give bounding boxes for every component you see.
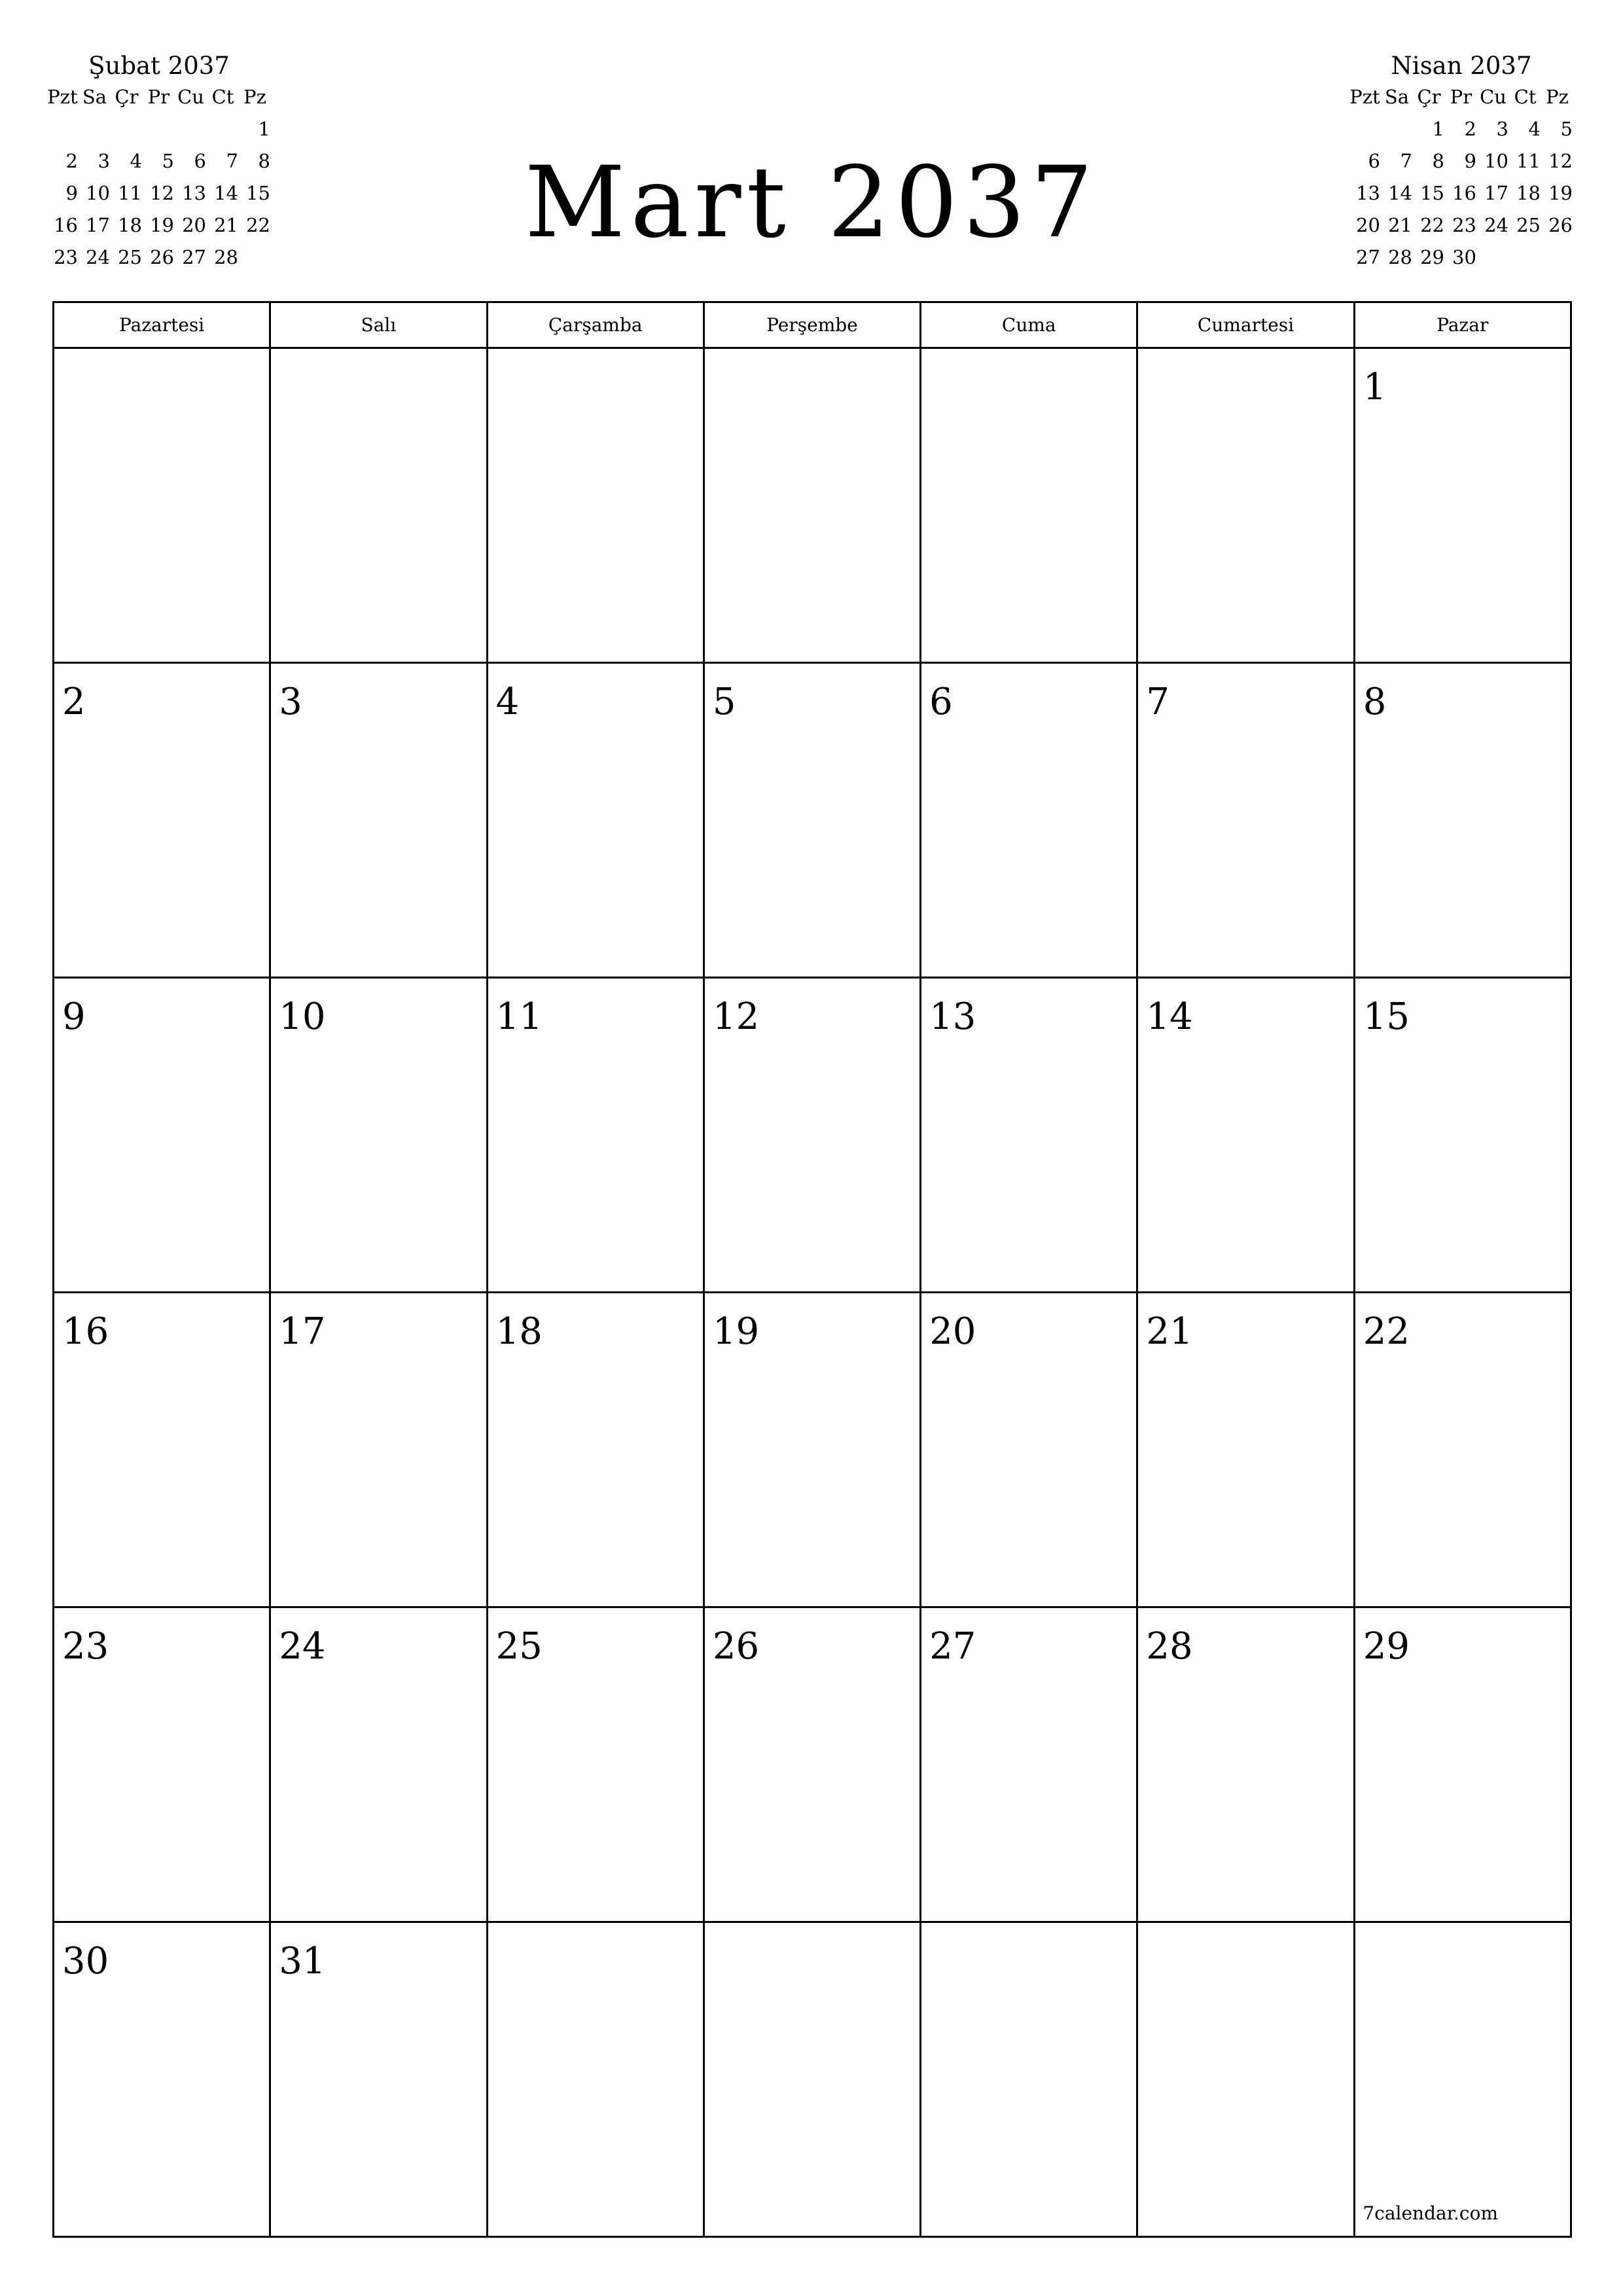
mini-calendar-next-month	[1349, 51, 1573, 274]
day-cell[interactable]	[54, 1293, 270, 1607]
day-cell[interactable]	[921, 978, 1137, 1293]
day-number: 29	[1363, 1625, 1410, 1668]
day-number: 18	[495, 1310, 543, 1353]
mini-day-number: 19	[1548, 182, 1573, 204]
weekday-header: Cumartesi	[1137, 302, 1354, 348]
mini-day-number: 16	[1452, 182, 1476, 204]
mini-day-number: 18	[1516, 182, 1541, 204]
day-number: 15	[1363, 996, 1410, 1038]
mini-weekday-header: Pzt	[47, 86, 78, 108]
day-cell[interactable]	[1354, 348, 1571, 663]
day-cell[interactable]	[487, 1607, 704, 1922]
mini-day-number: 9	[65, 182, 78, 204]
day-cell[interactable]	[54, 663, 270, 978]
mini-weekday-header: Cu	[1480, 86, 1507, 108]
day-number: 31	[279, 1940, 326, 1982]
day-number: 23	[62, 1625, 109, 1668]
day-number: 27	[929, 1625, 976, 1668]
day-number: 4	[495, 681, 520, 723]
day-cell[interactable]	[1137, 1293, 1354, 1607]
day-cell[interactable]	[270, 978, 487, 1293]
mini-day-number: 9	[1464, 150, 1476, 172]
mini-day-number: 14	[214, 182, 238, 204]
day-number: 8	[1363, 681, 1387, 723]
mini-day-number: 3	[98, 150, 110, 172]
mini-day-number: 2	[1464, 118, 1476, 140]
mini-day-number: 25	[1516, 214, 1541, 236]
day-number: 10	[279, 996, 326, 1038]
day-cell[interactable]	[1354, 978, 1571, 1293]
mini-day-number: 22	[1420, 214, 1444, 236]
mini-day-number: 8	[1432, 150, 1444, 172]
mini-day-number: 12	[1548, 150, 1573, 172]
day-number: 21	[1146, 1310, 1193, 1353]
mini-day-number: 4	[130, 150, 142, 172]
day-number	[1138, 1923, 1353, 1940]
day-cell[interactable]	[1354, 1293, 1571, 1607]
mini-day-number	[1542, 242, 1573, 274]
mini-day-number: 8	[258, 150, 270, 172]
mini-day-number: 30	[1452, 246, 1476, 268]
mini-day-number: 2	[65, 150, 78, 172]
day-cell[interactable]	[54, 348, 270, 663]
mini-day-number: 10	[86, 182, 110, 204]
day-number	[705, 1923, 919, 1940]
day-number: 16	[62, 1310, 109, 1353]
day-number: 3	[279, 681, 302, 723]
week-row	[54, 1922, 1571, 2237]
mini-day-number: 28	[1388, 246, 1412, 268]
mini-day-number: 25	[118, 246, 142, 268]
day-cell[interactable]	[704, 978, 920, 1293]
day-number	[921, 1923, 1136, 1940]
mini-weekday-header: Pzt	[1349, 86, 1380, 108]
day-cell[interactable]	[270, 663, 487, 978]
day-number: 9	[62, 996, 86, 1038]
mini-day-number: 1	[258, 118, 270, 140]
day-number: 2	[62, 681, 86, 723]
week-row	[54, 1293, 1571, 1607]
mini-day-number: 11	[118, 182, 142, 204]
day-cell[interactable]	[704, 1293, 920, 1607]
mini-day-number: 23	[1452, 214, 1476, 236]
day-number	[488, 349, 703, 366]
weekday-header: Salı	[270, 302, 487, 348]
day-number: 6	[929, 681, 953, 723]
day-cell[interactable]	[1137, 663, 1354, 978]
page-title: Mart 2037	[524, 146, 1099, 260]
week-row	[54, 978, 1571, 1293]
day-cell[interactable]	[54, 978, 270, 1293]
mini-day-number: 12	[150, 182, 174, 204]
mini-weekday-header: Çr	[1417, 86, 1441, 108]
mini-day-number: 6	[1368, 150, 1380, 172]
weekday-header: Çarşamba	[487, 302, 704, 348]
mini-weekday-header: Sa	[1384, 86, 1410, 108]
week-row	[54, 1607, 1571, 1922]
day-cell[interactable]	[704, 348, 920, 663]
day-cell[interactable]	[1137, 978, 1354, 1293]
mini-day-number: 27	[182, 246, 206, 268]
mini-day-number: 14	[1388, 182, 1412, 204]
day-number: 25	[495, 1625, 543, 1668]
day-number: 17	[279, 1310, 326, 1353]
day-cell[interactable]	[54, 1922, 270, 2237]
day-cell[interactable]	[921, 1607, 1137, 1922]
day-number	[1355, 1923, 1570, 1940]
month-grid	[52, 301, 1572, 2238]
day-number: 7	[1146, 681, 1170, 723]
day-cell[interactable]	[487, 978, 704, 1293]
day-cell[interactable]	[487, 348, 704, 663]
day-number: 12	[712, 996, 760, 1038]
day-cell[interactable]	[270, 1607, 487, 1922]
mini-day-number	[1382, 113, 1412, 145]
mini-day-number	[1478, 242, 1508, 274]
mini-weekday-header: Cu	[177, 86, 204, 108]
mini-day-number: 23	[54, 246, 78, 268]
mini-day-number: 27	[1356, 246, 1380, 268]
day-number: 30	[62, 1940, 109, 1982]
mini-day-number	[1349, 113, 1380, 145]
weekday-header: Perşembe	[704, 302, 920, 348]
mini-weekday-header: Pr	[1450, 86, 1472, 108]
day-number: 19	[712, 1310, 760, 1353]
mini-day-number: 22	[246, 214, 270, 236]
mini-day-number: 29	[1420, 246, 1444, 268]
week-row	[54, 348, 1571, 663]
day-number	[271, 349, 486, 366]
mini-weekday-header: Çr	[115, 86, 139, 108]
weekday-header-row	[54, 302, 1571, 348]
mini-calendar-grid	[1349, 81, 1573, 274]
mini-weekday-header: Ct	[1514, 86, 1537, 108]
mini-day-number: 5	[1560, 118, 1573, 140]
mini-weekday-header: Pr	[147, 86, 170, 108]
day-number: 24	[279, 1625, 326, 1668]
day-number	[921, 349, 1136, 366]
mini-day-number: 10	[1484, 150, 1508, 172]
mini-day-number: 5	[162, 150, 174, 172]
day-number	[54, 349, 269, 366]
day-cell[interactable]	[921, 348, 1137, 663]
day-cell[interactable]	[270, 1922, 487, 2237]
day-cell[interactable]	[1137, 1922, 1354, 2237]
credit-text: 7calendar.com	[1363, 2202, 1498, 2224]
mini-day-number: 28	[214, 246, 238, 268]
mini-day-number: 1	[1432, 118, 1444, 140]
day-cell[interactable]	[1354, 663, 1571, 978]
mini-day-number: 26	[150, 246, 174, 268]
day-number	[1138, 349, 1353, 366]
mini-day-number: 20	[1356, 214, 1380, 236]
mini-day-number: 6	[194, 150, 206, 172]
mini-weekday-header: Ct	[211, 86, 234, 108]
mini-day-number: 4	[1528, 118, 1541, 140]
day-cell[interactable]	[1137, 1607, 1354, 1922]
mini-day-number	[1510, 242, 1541, 274]
day-cell[interactable]	[1137, 348, 1354, 663]
weekday-header: Pazar	[1354, 302, 1571, 348]
mini-day-number: 19	[150, 214, 174, 236]
mini-day-number: 3	[1496, 118, 1508, 140]
mini-calendar-title: Şubat 2037	[88, 52, 230, 80]
mini-day-number: 7	[1400, 150, 1412, 172]
day-number: 26	[712, 1625, 760, 1668]
mini-day-number: 7	[226, 150, 238, 172]
day-number: 14	[1146, 996, 1193, 1038]
day-cell[interactable]	[704, 1607, 920, 1922]
day-number: 11	[495, 996, 543, 1038]
mini-day-number: 18	[118, 214, 142, 236]
day-cell[interactable]	[487, 1922, 704, 2237]
mini-day-number: 17	[1484, 182, 1508, 204]
day-number: 1	[1363, 366, 1387, 408]
week-row	[54, 663, 1571, 978]
day-number	[488, 1923, 703, 1940]
day-cell[interactable]	[704, 663, 920, 978]
mini-day-number: 20	[182, 214, 206, 236]
day-number	[705, 349, 919, 366]
day-number: 5	[712, 681, 736, 723]
day-cell[interactable]	[921, 1293, 1137, 1607]
weekday-header: Pazartesi	[54, 302, 270, 348]
mini-weekday-header: Pz	[243, 86, 266, 108]
day-cell[interactable]	[54, 1607, 270, 1922]
mini-day-number: 21	[1388, 214, 1412, 236]
mini-day-number: 24	[86, 246, 110, 268]
day-number: 20	[929, 1310, 976, 1353]
mini-day-number: 16	[54, 214, 78, 236]
mini-day-number: 26	[1548, 214, 1573, 236]
day-cell[interactable]	[1354, 1922, 1571, 2237]
mini-calendar-title: Nisan 2037	[1391, 52, 1532, 80]
mini-day-number: 15	[246, 182, 270, 204]
mini-weekday-header: Pz	[1546, 86, 1569, 108]
mini-day-number: 13	[1356, 182, 1380, 204]
mini-day-number: 13	[182, 182, 206, 204]
day-cell[interactable]	[270, 348, 487, 663]
day-cell[interactable]	[921, 663, 1137, 978]
day-number: 22	[1363, 1310, 1410, 1353]
mini-day-number: 15	[1420, 182, 1444, 204]
day-number: 28	[1146, 1625, 1193, 1668]
day-cell[interactable]	[487, 663, 704, 978]
day-cell[interactable]	[1354, 1607, 1571, 1922]
day-cell[interactable]	[921, 1922, 1137, 2237]
day-number: 13	[929, 996, 976, 1038]
mini-day-number: 17	[86, 214, 110, 236]
mini-day-number: 21	[214, 214, 238, 236]
mini-day-number: 24	[1484, 214, 1508, 236]
weekday-header: Cuma	[921, 302, 1137, 348]
mini-day-number: 11	[1516, 150, 1541, 172]
day-cell[interactable]	[270, 1293, 487, 1607]
mini-weekday-header: Sa	[82, 86, 107, 108]
day-cell[interactable]	[487, 1293, 704, 1607]
day-cell[interactable]	[704, 1922, 920, 2237]
